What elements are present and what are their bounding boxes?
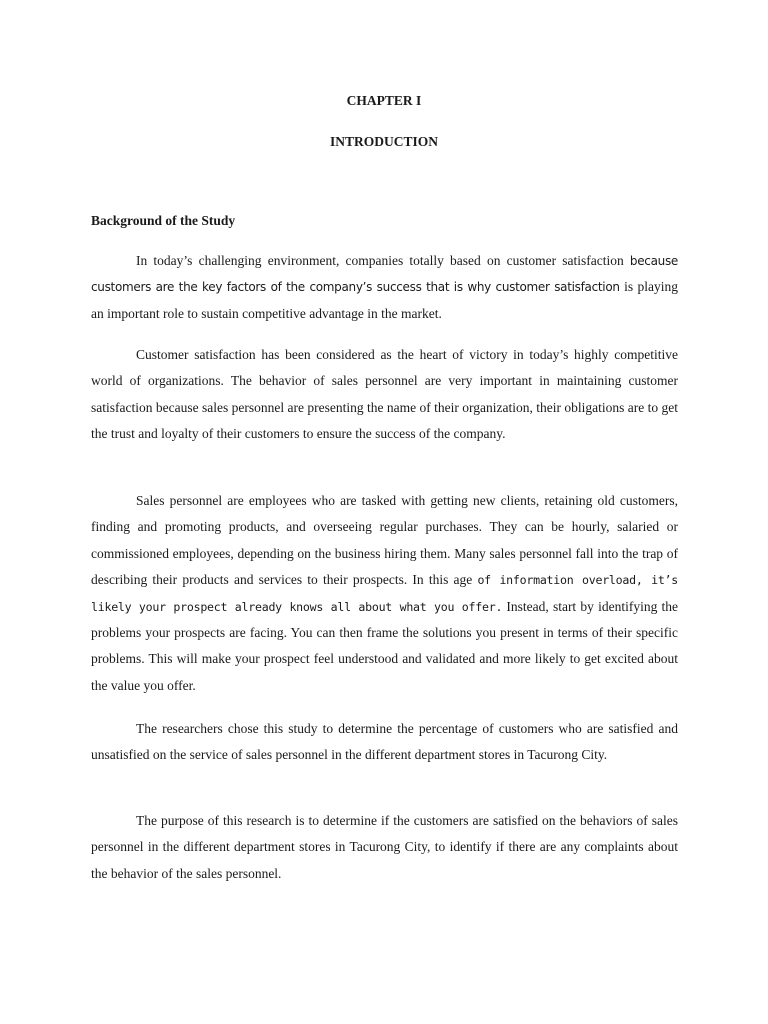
paragraph-3-part-3: Instead, start by identifying the problems your prospects are facing. You can then frame the solutions you present in terms of their specific problems. This will make your prospect feel understood and validated and more likely to get excited about the value you offer. [91,598,679,693]
chapter-label: CHAPTER I [346,93,422,108]
paragraph-3-part-1: Sales personnel are employees who are tasked with getting new clients, retaining old customers, finding and promoting products, and overseeing regular purchases. They can be hourly, salaried or commissioned employees, depending on the business hiring them. Many sales personnel fall into the trap of describing their products and services to their prospects. In this age [91,493,678,588]
section-title: Background of the Study [91,213,236,228]
paragraph-5: The purpose of this research is to determine if the customers are satisfied on the behaviors of sales personnel in the different department stores in Tacurong City, to identify if there are any complaints about the behavior of the sales personnel. [91,813,678,881]
paragraph-1-line-2: because customers are the key factors of the company’s success that is why customer satisfaction [91,254,678,295]
paragraph-3-part-2: of information overload, it’s likely your prospect already knows all about what you offer. [91,573,679,614]
paragraph-1 [91,248,678,327]
paragraph-2: Customer satisfaction has been considered as the heart of victory in today’s highly competitive world of organizations. The behavior of sales personnel are very important in maintaining customer satisfaction because sales personnel are presenting the name of their organization, their obligations are to get the trust and loyalty of their customers to ensure the success of the company. [91,347,678,442]
paragraph-3 [91,488,678,699]
paragraph-4: The researchers chose this study to determine the percentage of customers who are satisfied and unsatisfied on the service of sales personnel in the different department stores in Tacurong City. [91,721,678,763]
paragraph-1-line-1: In today’s challenging environment, companies totally based on customer satisfaction [136,253,624,268]
chapter-title: INTRODUCTION [329,134,438,149]
paragraph-1-line-3: is playing an important role to sustain competitive advantage in the market. [91,279,679,321]
